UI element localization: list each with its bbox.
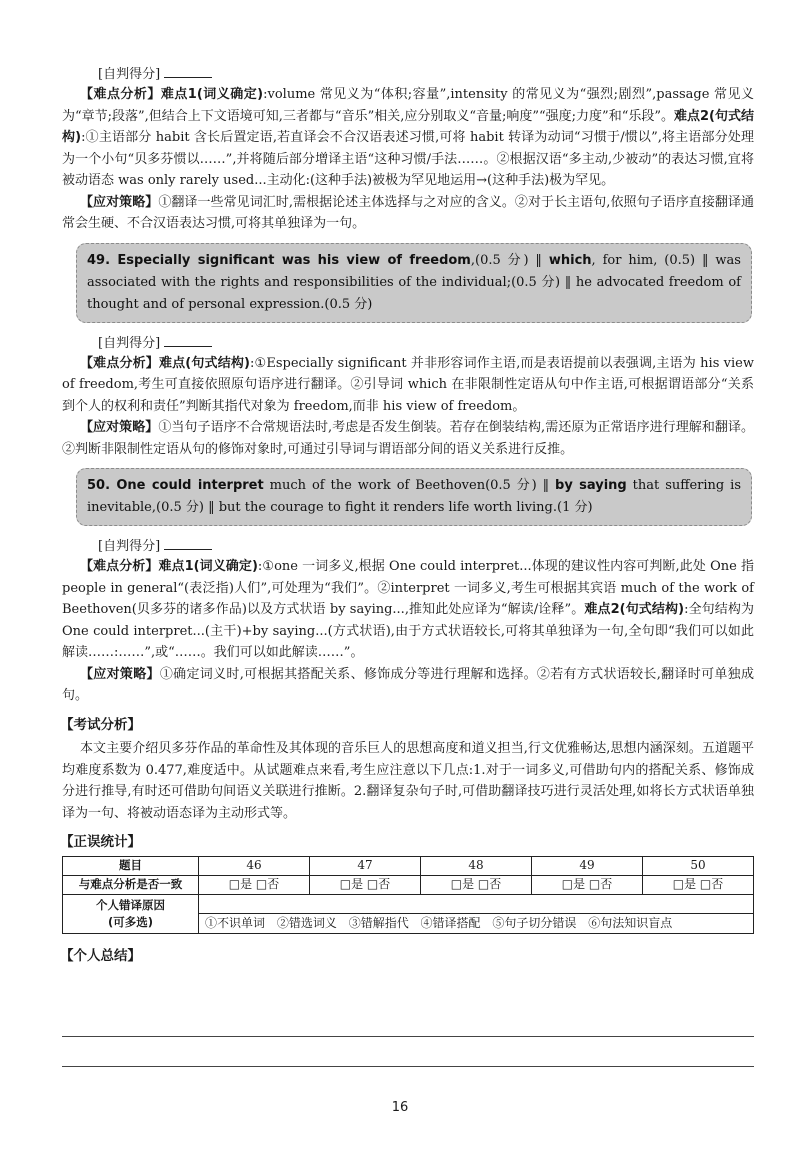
q49-strategy: 【应对策略】①当句子语序不合常规语法时,考虑是否发生倒装。若存在倒装结构,需还原为正常语序进行理解和翻译。②判断非限制性定语从句的修饰对象时,可通过引导词与谓语部分间的语义关系进行反推。: [62, 420, 754, 457]
question-number: 47: [310, 856, 421, 875]
reason-option[interactable]: ③错解指代: [348, 915, 409, 930]
self-score-48: [自判得分]: [62, 62, 754, 84]
stats-table: [62, 856, 754, 934]
page-number: 16: [391, 1100, 409, 1115]
error-reason-blank[interactable]: [199, 894, 754, 914]
table-row: [63, 875, 754, 894]
table-row: [63, 894, 754, 914]
reason-option[interactable]: ②错选词义: [276, 915, 337, 930]
q49-analysis: 【难点分析】难点(句式结构):①Especially significant 并非形容词作主语,而是表语提前以表强调,主语为 his view of freedom,考生可直接依照原句语序进行翻译。②引导词 which 在非限制性定语从句中作主语,可根据谓语部分“关系到个人的权利和责任”判断其指代对象为 freedom,而非 his view of freedom。: [62, 355, 754, 414]
self-score-blank[interactable]: [164, 534, 212, 550]
table-row: [63, 856, 754, 875]
question-number: 46: [199, 856, 310, 875]
q48-strategy: 【应对策略】①翻译一些常见词汇时,需根据论述主体选择与之对应的含义。②对于长主语句,依照句子语序直接翻译通常会生硬、不合汉语表达习惯,可将其单独译为一句。: [62, 194, 754, 231]
self-score-49: [自判得分]: [62, 331, 754, 353]
self-score-blank[interactable]: [164, 62, 212, 78]
col-header: 题目: [63, 856, 199, 875]
yes-no-checkbox[interactable]: □是 □否: [532, 875, 643, 894]
reason-option[interactable]: ⑥句法知识盲点: [588, 915, 673, 930]
q48-analysis: 【难点分析】难点1(词义确定):volume 常见义为“体积;容量”,intensity 的常见义为“强烈;剧烈”,passage 常见义为“章节;段落”,但结合上下文语境可知,三者都与“音乐”相关,应分别取义“音量;响度”“强度;力度”和“乐段”。难点2(句式结构):①主语部分 habit 含长后置定语,若直译会不合汉语表述习惯,可将 habit 转译为动词“习惯于/惯以”,将主语部分处理为一个小句“贝多芬惯以……”,并将随后部分增译主语“这种习惯/手法……。②根据汉语“多主动,少被动”的表达习惯,宜将被动语态 was only rarely used...主动化:(这种手法)被极为罕见地运用→(这种手法)极为罕见。: [62, 87, 754, 188]
question-number: 49: [532, 856, 643, 875]
q50-sentence: 50. One could interpret much of the work of Beethoven(0.5 分) ‖ by saying that suffering is inevitable,(0.5 分) ‖ but the courage to fight it renders life worth living.(1 分): [76, 468, 752, 526]
yes-no-checkbox[interactable]: □是 □否: [643, 875, 754, 894]
question-number: 50: [643, 856, 754, 875]
page-content: [62, 62, 754, 969]
self-score-50: [自判得分]: [62, 534, 754, 556]
q49-sentence: 49. Especially significant was his view of freedom,(0.5 分) ‖ which, for him, (0.5) ‖ was associated with the rights and responsibilities of the individual;(0.5 分) ‖ he advocated freedom of thought and of personal expression.(0.5 分): [76, 243, 752, 323]
yes-no-checkbox[interactable]: □是 □否: [199, 875, 310, 894]
summary-line[interactable]: [62, 1036, 754, 1037]
reason-option[interactable]: ⑤句子切分错误: [492, 915, 577, 930]
stats-title: 【正误统计】: [60, 834, 141, 850]
self-score-blank[interactable]: [164, 331, 212, 347]
exam-analysis-text: 本文主要介绍贝多芬作品的革命性及其体现的音乐巨人的思想高度和道义担当,行文优雅畅达,思想内涵深刻。五道题平均难度系数为 0.477,难度适中。从试题难点来看,考生应注意以下几点:1.对于一词多义,可借助句内的搭配关系、修饰成分进行推导,有时还可借助句间语义关联进行推断。2.翻译复杂句子时,可借助翻译技巧进行灵活处理,如将长方式状语单独译为一句、将被动语态译为主动形式等。: [62, 741, 754, 821]
row-label: 与难点分析是否一致: [63, 875, 199, 894]
error-reasons: [199, 914, 754, 934]
question-number: 48: [421, 856, 532, 875]
q50-strategy: 【应对策略】①确定词义时,可根据其搭配关系、修饰成分等进行理解和选择。②若有方式状语较长,翻译时可单独成句。: [62, 666, 754, 703]
summary-title: 【个人总结】: [60, 947, 141, 964]
yes-no-checkbox[interactable]: □是 □否: [421, 875, 532, 894]
reason-option[interactable]: ①不识单词: [205, 915, 266, 930]
exam-analysis-title: 【考试分析】: [60, 716, 141, 733]
summary-line[interactable]: [62, 1066, 754, 1067]
yes-no-checkbox[interactable]: □是 □否: [310, 875, 421, 894]
reason-option[interactable]: ④错译搭配: [420, 915, 481, 930]
row-label: 个人错译原因 (可多选): [63, 894, 199, 933]
q50-analysis: 【难点分析】难点1(词义确定):①one 一词多义,根据 One could interpret...体现的建议性内容可判断,此处 One 指 people in general“(表泛指)人们”,可处理为“我们”。②interpret 一词多义,考生可根据其宾语 much of the work of Beethoven(贝多芬的诸多作品)以及方式状语 by saying...,推知此处应译为“解读/诠释”。难点2(句式结构):全句结构为 One could interpret...(主干)+by saying...(方式状语),由于方式状语较长,可将其单独译为一句,全句即“我们可以如此解读……:……”,或“……。我们可以如此解读……”。: [62, 559, 755, 660]
